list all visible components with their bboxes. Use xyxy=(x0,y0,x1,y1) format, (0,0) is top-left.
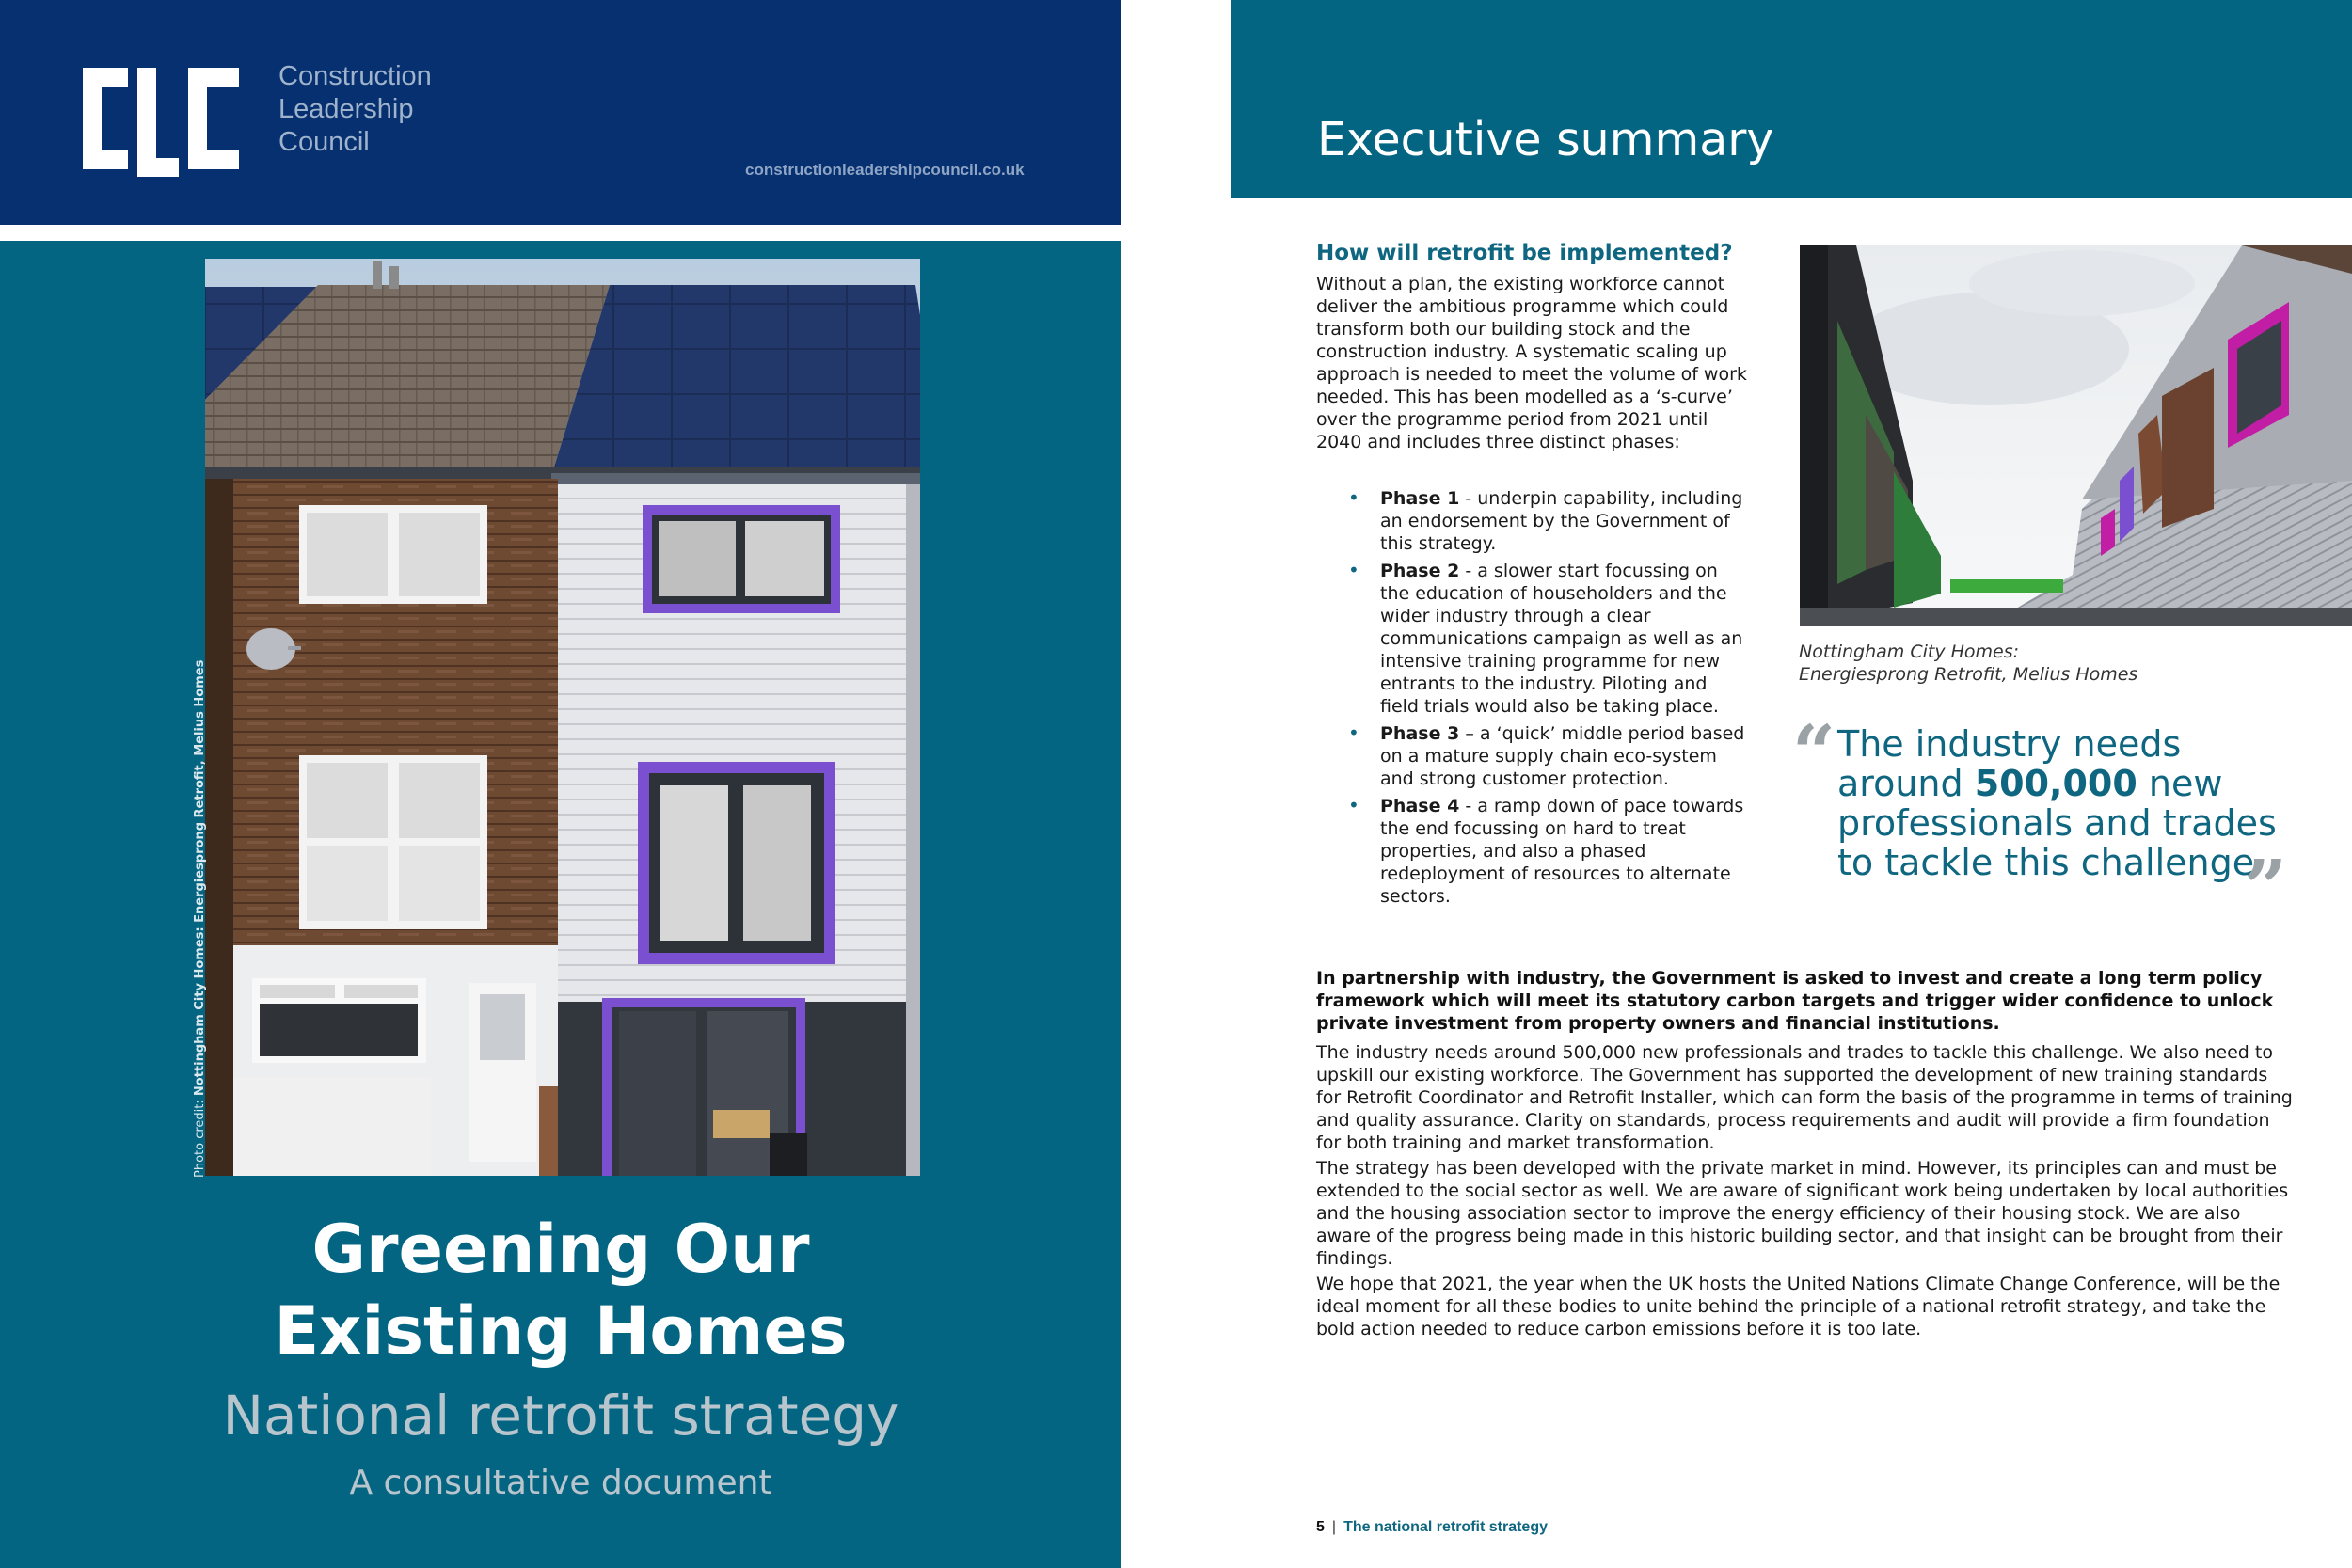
list-item xyxy=(1316,560,1749,718)
cover-house-photo xyxy=(205,259,920,1176)
list-item xyxy=(1316,795,1749,908)
quote-highlight: 500,000 xyxy=(1974,763,2137,804)
page-footer xyxy=(1316,1519,1548,1536)
open-quote-icon: “ xyxy=(1792,708,1836,797)
list-item xyxy=(1316,722,1749,790)
section-heading: How will retrofit be implemented? xyxy=(1316,241,1733,265)
body-paragraph: The industry needs around 500,000 new professionals and trades to tackle this challenge. We also need to upskill our existing workforce. The Government has supported the development of new training standards for Retrofit Coordinator and Retrofit Installer, which can form the basis of the programme in terms of training and quality assurance. Clarity on standards, process requirements and audit will provide a firm foundation for both training and market transformation. xyxy=(1316,1042,2293,1153)
caption-line: Energiesprong Retrofit, Melius Homes xyxy=(1799,664,2138,685)
phase-label: Phase 2 xyxy=(1380,561,1460,581)
bullet-icon: • xyxy=(1348,794,1359,816)
phase-text: - underpin capability, including an endorsement by the Government of this strategy. xyxy=(1380,488,1743,554)
intro-paragraph: Without a plan, the existing workforce cannot deliver the ambitious programme which could transform both our building stock and the construction industry. A systematic scaling up approach is needed to meet the volume of work needed. This has been modelled as a ‘s-curve’ over the programme period from 2021 until 2040 and includes three distinct phases: xyxy=(1316,274,1747,452)
street-retrofit-photo xyxy=(1800,245,2352,626)
list-item xyxy=(1316,487,1749,555)
quote-text: The industry needs around xyxy=(1837,723,2182,804)
summary-header-band xyxy=(1231,0,2352,198)
bullet-icon: • xyxy=(1348,486,1359,509)
phase-label: Phase 3 xyxy=(1380,723,1460,744)
bullet-icon: • xyxy=(1348,721,1359,744)
body-paragraph: We hope that 2021, the year when the UK hosts the United Nations Climate Change Conference, will be the ideal moment for all these bodies to unite behind the principle of a national retrofit strategy, and take the bold action needed to reduce carbon emissions before it is too late. xyxy=(1316,1274,2280,1339)
body-text xyxy=(1316,1041,2295,1343)
bullet-icon: • xyxy=(1348,559,1359,581)
photo-credit xyxy=(193,660,207,1178)
phase-text: – a ‘quick’ middle period based on a mature supply chain eco-system and strong customer protection. xyxy=(1380,723,1745,789)
phase-text: - a ramp down of pace towards the end focussing on hard to treat properties, and also a phased redeployment of resources to alternate sectors. xyxy=(1380,796,1744,907)
cover-title xyxy=(94,1209,1027,1372)
lead-paragraph: In partnership with industry, the Government is asked to invest and create a long term policy framework which will meet its statutory carbon targets and trigger wider confidence to unlock private investment from property owners and financial institutions. xyxy=(1316,968,2274,1034)
phase-text: - a slower start focussing on the education of householders and the wider industry through a clear communications campaign as well as an intensive training programme for new entrants to the industry. Piloting and field trials would also be taking place. xyxy=(1380,561,1743,717)
photo-credit-value: Nottingham City Homes: Energiesprong Retrofit, Melius Homes xyxy=(193,659,207,1097)
logo-name-line: Leadership xyxy=(278,94,414,124)
photo-caption xyxy=(1799,641,2137,686)
phase-list xyxy=(1316,487,1749,912)
website-url: constructionleadershipcouncil.co.uk xyxy=(745,161,1025,179)
logo-name xyxy=(278,60,432,159)
photo-credit-label: Photo credit: xyxy=(193,1100,207,1178)
clc-logo-icon xyxy=(83,66,243,177)
body-paragraph: The strategy has been developed with the private market in mind. However, its principles can and must be extended to the social sector as well. We are aware of significant work being undertaken by local authorities and the housing association sector to improve the energy efficiency of their housing stock. We are also aware of the progress being made in this historic building sector, and that insight can be brought from their findings. xyxy=(1316,1158,2289,1269)
cover-title-line: Existing Homes xyxy=(274,1292,848,1370)
logo-name-line: Construction xyxy=(278,61,432,91)
phase-label: Phase 4 xyxy=(1380,796,1460,816)
footer-separator: | xyxy=(1331,1519,1337,1535)
page-number: 5 xyxy=(1316,1519,1325,1535)
caption-line: Nottingham City Homes: xyxy=(1799,641,2020,662)
pull-quote xyxy=(1837,724,2289,882)
page-title: Executive summary xyxy=(1317,113,1774,166)
footer-doc-title: The national retrofit strategy xyxy=(1343,1519,1548,1535)
cover-title-line: Greening Our xyxy=(311,1211,810,1288)
logo-name-line: Council xyxy=(278,127,370,157)
close-quote-icon: ” xyxy=(2244,843,2288,931)
phase-label: Phase 1 xyxy=(1380,488,1460,509)
cover-tagline: A consultative document xyxy=(349,1464,772,1502)
cover-subtitle: National retrofit strategy xyxy=(222,1384,899,1448)
quote-text: new professionals and trades to tackle this challenge xyxy=(1837,763,2277,883)
